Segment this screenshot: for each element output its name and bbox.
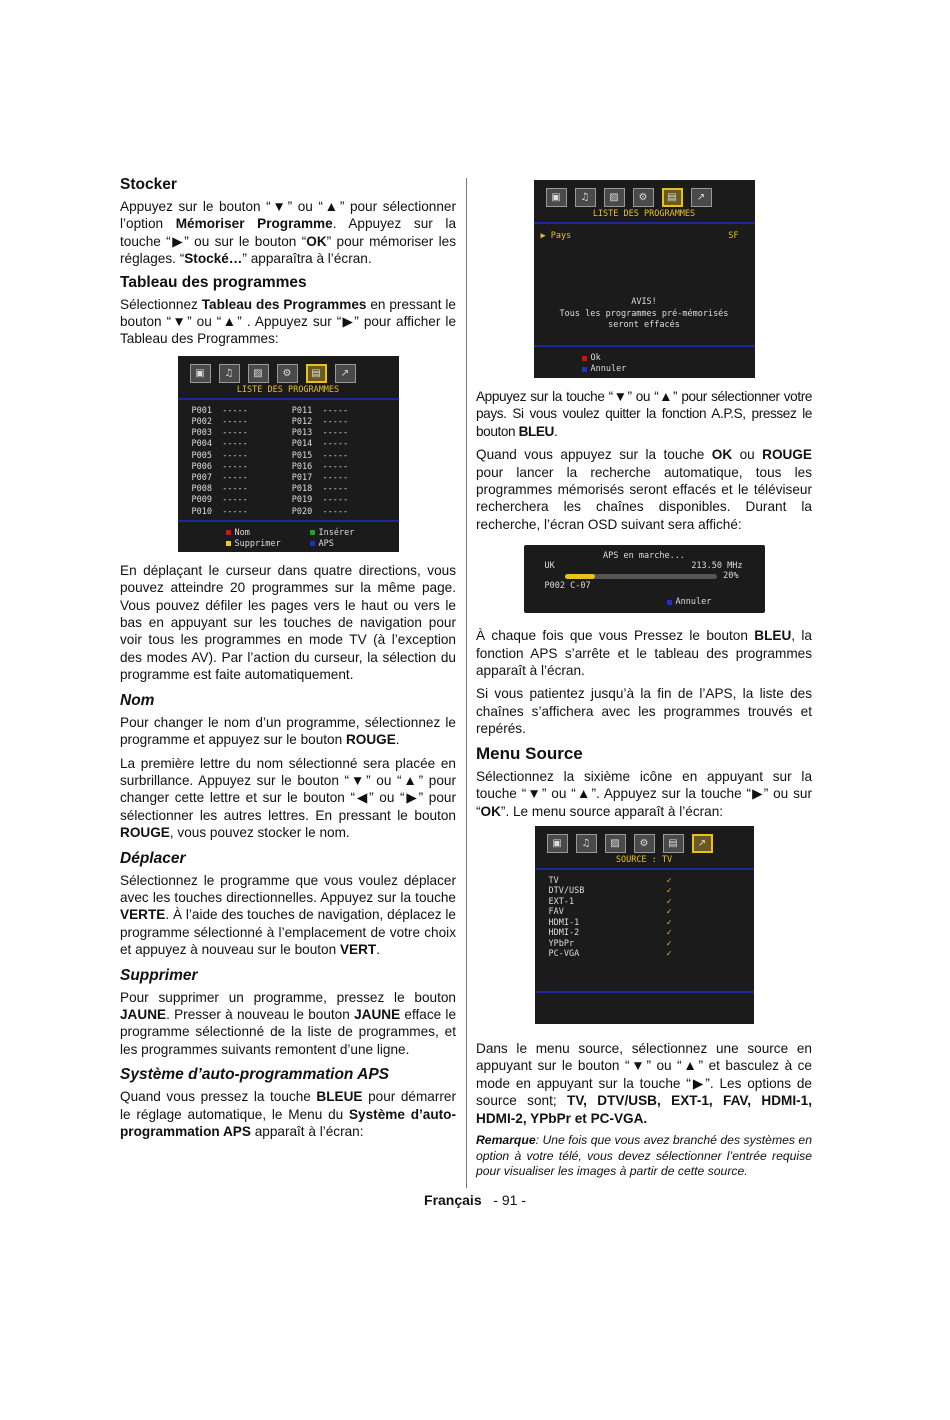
programme-entry: P018 ----- xyxy=(291,484,349,495)
paragraph-nom-1: Pour changer le nom d’un programme, sélectionnez le programme et appuyez sur le bouton ROUGE. xyxy=(120,714,456,748)
aps-program: P002 C-07 xyxy=(544,581,591,592)
legend-annuler: Annuler xyxy=(667,597,712,607)
divider-line xyxy=(534,345,755,347)
screen-title: SOURCE : TV xyxy=(615,854,673,865)
source-icon: ↗ xyxy=(335,364,356,383)
check-icon: ✓ xyxy=(666,886,672,897)
legend-annuler: Annuler xyxy=(582,364,627,375)
warning-text: AVIS! Tous les programmes pré-mémorisés seront effacés xyxy=(559,297,729,330)
aps-progress-fill xyxy=(565,574,596,579)
paragraph-deplacant: En déplaçant le curseur dans quatre directions, vous pouvez atteindre 20 programmes sur la même page. Vous pouvez défiler les pages vers le haut ou vers le bas en appuyant sur les touches de navigation pour voir tous les programmes en mode TV (à l’exception des modes AV). Par l’action du curseur, la sélection du programme est faite automatiquement. xyxy=(120,562,456,683)
paragraph-aps: Quand vous pressez la touche BLEUE pour démarrer le réglage automatique, le Menu du Système d’auto-programmation APS apparaît à l’écran: xyxy=(120,1089,457,1139)
page-footer xyxy=(0,1192,950,1208)
check-icon: ✓ xyxy=(666,896,672,907)
program-list-icon: ▤ xyxy=(306,364,327,383)
heading-menu-source: Menu Source xyxy=(476,743,583,763)
aps-progress-row xyxy=(524,571,765,581)
paragraph-patientez: Si vous patientez jusqu’à la fin de l’APS, la liste des chaînes s’affichera avec les programmes trouvés et repérés. xyxy=(476,686,812,737)
programme-entry: P019 ----- xyxy=(291,495,349,506)
picture-icon: ▣ xyxy=(546,188,567,207)
source-icon: ↗ xyxy=(692,834,713,853)
source-item: HDMI-1 ✓ xyxy=(548,917,672,928)
source-item: EXT-1 ✓ xyxy=(548,896,672,907)
picture-icon: ▣ xyxy=(190,364,211,383)
program-list-icon: ▤ xyxy=(663,834,684,853)
programme-entry: P010 ----- xyxy=(191,506,248,517)
programme-entry: P002 ----- xyxy=(191,417,248,428)
source-item: FAV ✓ xyxy=(548,907,672,918)
footer-language: Français xyxy=(424,1192,482,1208)
aps-warning-screen xyxy=(534,180,755,378)
programme-entry: P009 ----- xyxy=(191,495,248,506)
source-item: YPbPr ✓ xyxy=(548,938,672,949)
legend-inserer: Insérer xyxy=(310,528,390,538)
source-item: PC-VGA ✓ xyxy=(548,949,672,960)
right-column xyxy=(476,180,812,1186)
programme-entry: P003 ----- xyxy=(191,428,248,439)
paragraph-supprimer: Pour supprimer un programme, pressez le bouton JAUNE. Presser à nouveau le bouton JAUNE efface le programme sélectionné de la liste de programmes, et les programmes suivants remontent d’une ligne. xyxy=(120,989,457,1057)
column-divider xyxy=(466,178,467,1188)
note-remarque: Remarque: Une fois que vous avez branché des systèmes en option à votre télé, vous devez sélectionner l’entrée requise pour visualiser les images à partir de cette source. xyxy=(476,1132,812,1179)
legend-supprimer: Supprimer xyxy=(226,539,310,549)
menu-icons xyxy=(534,180,755,207)
menu-icons xyxy=(178,356,399,383)
legend-aps: APS xyxy=(310,539,390,549)
page-number: - 91 - xyxy=(493,1192,526,1208)
programme-entry: P014 ----- xyxy=(291,439,349,450)
country-row: ▶ Pays SF xyxy=(540,231,739,241)
screen-title: LISTE DES PROGRAMMES xyxy=(236,384,340,395)
settings-icon: ⚙ xyxy=(633,188,654,207)
sound-icon: ♫ xyxy=(219,364,240,383)
legend-nom: Nom xyxy=(226,528,310,538)
programme-entry: P016 ----- xyxy=(291,461,349,472)
check-icon: ✓ xyxy=(666,875,672,886)
legend-ok: Ok xyxy=(582,353,627,364)
paragraph-nom-2: La première lettre du nom sélectionné sera placée en surbrillance. Appuyez sur le bouton “▼” ou “▲” pour changer cette lettre et sur le bouton “◀” ou “▶” pour sélectionner les autres lettres. En pressant le bouton ROUGE, vous pouvez stocker le nom. xyxy=(120,755,456,841)
programme-entry: P006 ----- xyxy=(191,461,248,472)
paragraph-stocker: Appuyez sur le bouton “▼” ou “▲” pour sélectionner l’option Mémoriser Programme. Appuyez sur la touche “▶” ou sur le bouton “OK” pour mémoriser les réglages. “Stocké…” apparaîtra à l’écran. xyxy=(120,199,457,267)
divider-line xyxy=(535,991,754,993)
features-icon: ▨ xyxy=(248,364,269,383)
features-icon: ▨ xyxy=(605,834,626,853)
programme-entry: P001 ----- xyxy=(191,405,248,416)
check-icon: ✓ xyxy=(666,949,672,960)
check-icon: ✓ xyxy=(666,907,672,918)
check-icon: ✓ xyxy=(666,917,672,928)
source-item: TV ✓ xyxy=(548,875,672,886)
programme-entry: P015 ----- xyxy=(291,450,349,461)
paragraph-deplacer: Sélectionnez le programme que vous voulez déplacer avec les touches directionnelles. Appuyez sur la touche VERTE. À l’aide des touches de navigation, déplacez le programme sélectionné à l’emplacement de votre choix et appuyez à nouveau sur le bouton VERT. xyxy=(120,872,456,958)
aps-title: APS en marche... xyxy=(603,551,685,562)
check-icon: ✓ xyxy=(666,928,672,939)
programme-entry: P020 ----- xyxy=(291,506,349,517)
paragraph-chaque: À chaque fois que vous Pressez le bouton BLEU, la fonction APS s’arrête et le tableau des programmes apparaît à l’écran. xyxy=(476,628,812,679)
programme-entry: P017 ----- xyxy=(291,473,349,484)
paragraph-menu-source: Sélectionnez la sixième icône en appuyant sur la touche “▼” ou “▲”. Appuyez sur la touche “▶” ou sur “OK”. Le menu source apparaît à l’écran: xyxy=(476,768,812,819)
sound-icon: ♫ xyxy=(576,834,597,853)
programme-entry: P008 ----- xyxy=(191,484,248,495)
heading-deplacer: Déplacer xyxy=(120,849,186,867)
aps-progress-bar xyxy=(565,574,718,579)
program-list-icon: ▤ xyxy=(662,188,683,207)
paragraph-dans: Dans le menu source, sélectionnez une source en appuyant sur le bouton “▼” ou “▲” et basculez à ce mode en appuyant sur la touche “▶”. Les options de source sont; TV, DTV/USB, EXT-1, FAV, HDMI-1, HDMI-2, YPbPr et PC-VGA. xyxy=(476,1040,812,1126)
programme-column-1 xyxy=(192,406,248,518)
sound-icon: ♫ xyxy=(575,188,596,207)
source-list xyxy=(535,870,754,960)
programme-entry: P013 ----- xyxy=(291,428,349,439)
heading-stocker: Stocker xyxy=(120,176,177,193)
paragraph-tableau: Sélectionnez Tableau des Programmes en pressant le bouton “▼” ou “▲” . Appuyez sur “▶” pour afficher le Tableau des Programmes: xyxy=(120,296,456,347)
programme-table-screen xyxy=(178,356,399,552)
divider-line xyxy=(178,520,399,522)
heading-aps: Système d’auto-programmation APS xyxy=(120,1066,390,1084)
pointer-icon: ▶ xyxy=(540,231,546,241)
picture-icon: ▣ xyxy=(547,834,568,853)
programme-column-2 xyxy=(292,406,348,518)
heading-tableau: Tableau des programmes xyxy=(120,273,307,291)
screen-title: LISTE DES PROGRAMMES xyxy=(592,209,696,219)
screen-legend xyxy=(226,528,390,549)
source-menu-screen xyxy=(535,826,754,1024)
paragraph-appuyez: Appuyez sur la touche “▼” ou “▲” pour sélectionner votre pays. Si vous voulez quitter la fonction A.P.S, pressez le bouton BLEU. xyxy=(476,389,812,439)
heading-supprimer: Supprimer xyxy=(120,966,198,984)
aps-progress-screen xyxy=(524,545,765,613)
programme-entry: P011 ----- xyxy=(291,405,349,416)
settings-icon: ⚙ xyxy=(277,364,298,383)
menu-icons xyxy=(535,826,754,853)
check-icon: ✓ xyxy=(666,938,672,949)
source-item: DTV/USB ✓ xyxy=(548,886,672,897)
programme-entry: P007 ----- xyxy=(191,473,248,484)
aps-frequency-row: UK 213.50 MHz xyxy=(544,561,743,572)
heading-nom: Nom xyxy=(120,691,155,709)
source-item: HDMI-2 ✓ xyxy=(548,928,672,939)
programme-entry: P004 ----- xyxy=(191,439,248,450)
screen-legend xyxy=(582,353,627,375)
aps-progress-label: 20% xyxy=(723,571,739,582)
features-icon: ▨ xyxy=(604,188,625,207)
programme-grid xyxy=(178,400,399,518)
programme-entry: P005 ----- xyxy=(191,450,248,461)
programme-entry: P012 ----- xyxy=(291,417,349,428)
left-column xyxy=(120,170,456,1146)
source-icon: ↗ xyxy=(691,188,712,207)
settings-icon: ⚙ xyxy=(634,834,655,853)
paragraph-quand: Quand vous appuyez sur la touche OK ou ROUGE pour lancer la recherche automatique, tous les programmes mémorisés seront effacés et le téléviseur recherchera les chaînes disponibles. Durant la recherche, l’écran OSD suivant sera affiché: xyxy=(476,447,812,532)
